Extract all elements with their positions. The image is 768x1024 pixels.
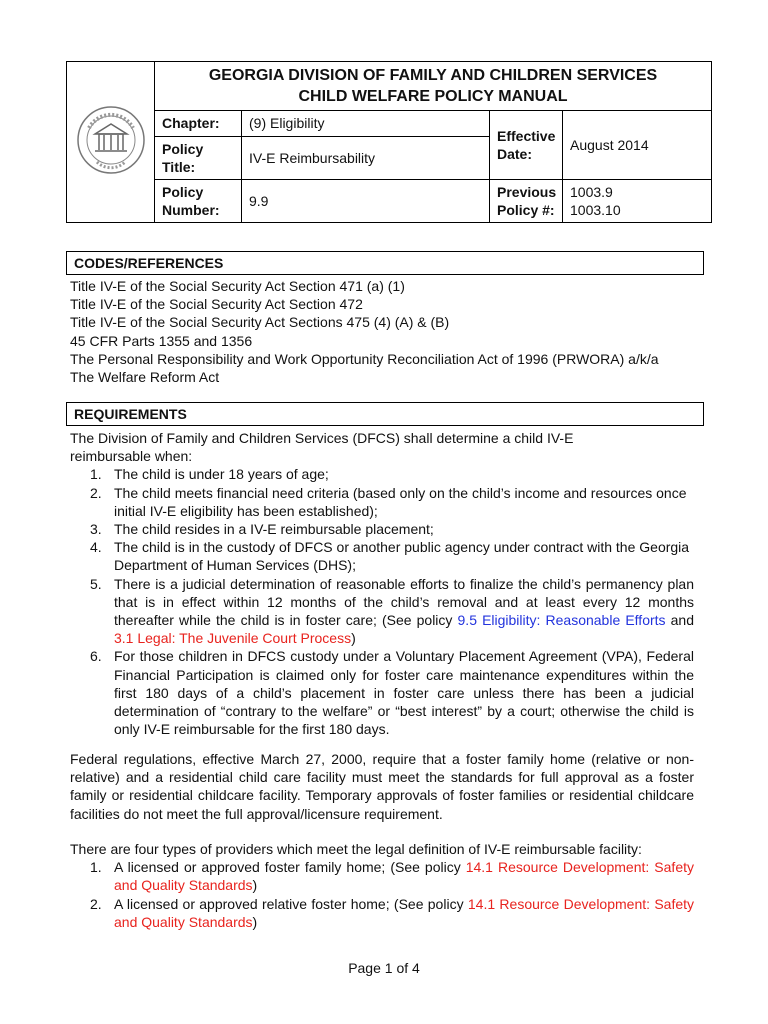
providers-intro: There are four types of providers which meet the legal definition of IV-E reimbursable facility: [70, 841, 642, 857]
manual-subtitle: CHILD WELFARE POLICY MANUAL [298, 88, 568, 105]
link-resource-development-2[interactable]: 14.1 Resource Development: Safety and Quality Standards [114, 895, 695, 930]
georgia-state-seal-icon [75, 104, 147, 176]
providers-section [70, 840, 694, 931]
list-item: 3. The child resides in a IV-E reimbursable placement; [90, 521, 434, 538]
policy-title-label: Policy Title: [155, 137, 242, 180]
requirements-body [70, 429, 694, 738]
list-item: 1. A licensed or approved foster family home; (See policy 14.1 Resource Development: Safety and Quality Standards) [90, 859, 694, 894]
policy-number-value: 9.9 [242, 180, 490, 223]
previous-policy-value-1: 1003.9 [570, 184, 613, 200]
policy-header-table [66, 61, 712, 223]
effective-date-label: Effective Date: [490, 111, 563, 180]
chapter-label: Chapter: [155, 111, 242, 137]
manual-title [155, 62, 712, 111]
previous-policy-value-2: 1003.10 [570, 202, 621, 218]
list-item: 2. The child meets financial need criteria (based only on the child’s income and resources once initial IV-E eligibility has been established); [90, 484, 687, 519]
codes-references-list [70, 277, 694, 386]
requirements-heading: REQUIREMENTS [66, 402, 704, 426]
code-line: The Personal Responsibility and Work Opportunity Reconciliation Act of 1996 (PRWORA) a/k/a [70, 350, 659, 367]
previous-policy-label: Previous Policy #: [490, 180, 563, 223]
federal-regulations-paragraph: Federal regulations, effective March 27, 2000, require that a foster family home (relative or non-relative) and a residential child care facility must meet the standards for full approval as a foster family or residential childcare facility. Temporary approvals of foster families or residential childcare facilities do not meet the full approval/licensure requirement. [70, 751, 694, 822]
list-item: 4. The child is in the custody of DFCS or another public agency under contract with the Georgia Department of Human Services (DHS); [90, 539, 690, 574]
agency-title: GEORGIA DIVISION OF FAMILY AND CHILDREN SERVICES [208, 67, 658, 84]
list-item: 1. The child is under 18 years of age; [90, 466, 329, 483]
requirements-intro: The Division of Family and Children Services (DFCS) shall determine a child IV-E reimbursable when: [70, 430, 574, 465]
chapter-value: (9) Eligibility [242, 111, 490, 137]
list-item: 2. A licensed or approved relative foster home; (See policy 14.1 Resource Development: Safety and Quality Standards) [90, 895, 695, 930]
effective-date-value: August 2014 [563, 111, 712, 180]
code-line: Title IV-E of the Social Security Act Section 472 [70, 296, 363, 313]
code-line: 45 CFR Parts 1355 and 1356 [70, 332, 253, 349]
page-number: Page 1 of 4 [348, 960, 420, 976]
policy-title-value: IV-E Reimbursability [242, 137, 490, 180]
code-line: The Welfare Reform Act [70, 369, 220, 386]
list-item: 6. For those children in DFCS custody under a Voluntary Placement Agreement (VPA), Federal Financial Participation is claimed only for foster care maintenance expenditures within the first 180 days of a child’s placement in foster care unless there has been a judicial determination of “contrary to the welfare” or “best interest” by a court; otherwise the child is only IV-E reimbursable for the first 180 days. [90, 648, 694, 738]
previous-policy-value [563, 180, 712, 223]
providers-list [70, 858, 694, 931]
link-reasonable-efforts[interactable]: 9.5 Eligibility: Reasonable Efforts [457, 612, 666, 629]
codes-references-heading: CODES/REFERENCES [66, 251, 704, 275]
list-item: 5. There is a judicial determination of reasonable efforts to finalize the child’s permanency plan that is in effect within 12 months of the child’s removal and at least every 12 months thereafter while the child is in foster care; (See policy 9.5 Eligibility: Reasonable Efforts and 3.1 Legal: The Juvenile Court Process) [90, 575, 694, 647]
policy-number-label: Policy Number: [155, 180, 242, 223]
link-resource-development-1[interactable]: 14.1 Resource Development: Safety and Quality Standards [114, 859, 694, 894]
seal-cell [67, 62, 155, 223]
link-juvenile-court-process[interactable]: 3.1 Legal: The Juvenile Court Process [114, 630, 352, 647]
requirements-list [70, 465, 694, 738]
code-line: Title IV-E of the Social Security Act Sections 475 (4) (A) & (B) [70, 314, 450, 331]
code-line: Title IV-E of the Social Security Act Section 471 (a) (1) [70, 278, 405, 294]
